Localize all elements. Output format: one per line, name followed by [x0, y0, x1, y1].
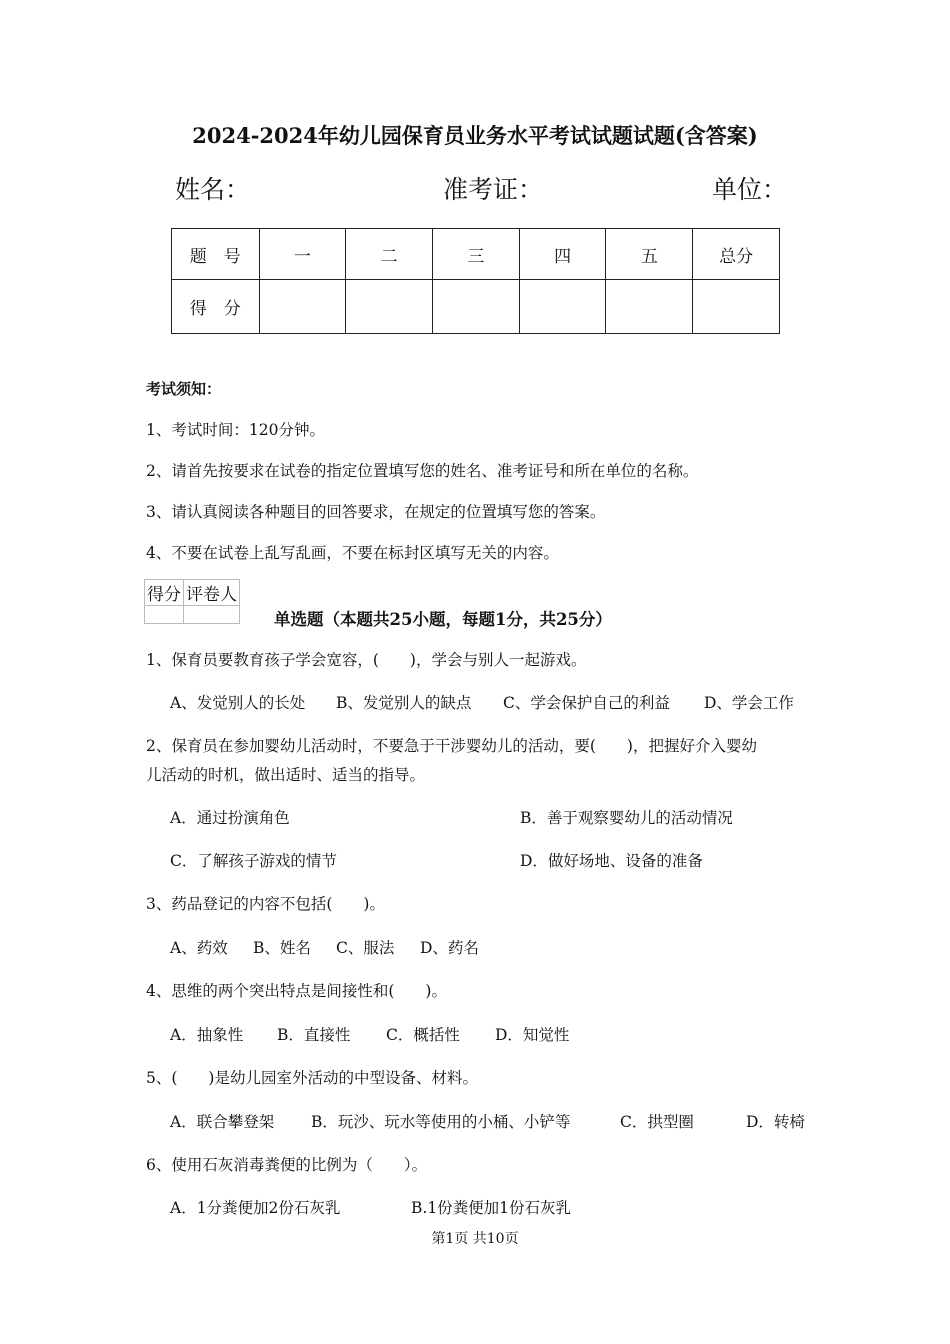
- answer-option[interactable]: C、服法: [336, 939, 395, 957]
- score-cell[interactable]: [693, 280, 780, 334]
- grader-reviewer-label: 评卷人: [184, 580, 240, 606]
- grader-score-label: 得分: [145, 580, 184, 606]
- page-footer: 第1页 共10页: [431, 1231, 519, 1247]
- answer-option[interactable]: A．联合攀登架: [170, 1113, 275, 1131]
- grader-table: [144, 579, 240, 624]
- score-table-header-cell: 二: [346, 229, 433, 280]
- score-table-header-row: [172, 229, 780, 280]
- notice-heading: 考试须知：: [146, 380, 222, 398]
- answer-option[interactable]: B.1份粪便加1份石灰乳: [411, 1199, 572, 1217]
- grader-reviewer-cell[interactable]: [184, 606, 240, 624]
- answer-option[interactable]: A．抽象性: [170, 1026, 244, 1044]
- grader-score-cell[interactable]: [145, 606, 184, 624]
- score-cell[interactable]: [259, 280, 346, 334]
- exam-id-field-label: 准考证：: [443, 175, 544, 204]
- question-stem: 6、使用石灰消毒粪便的比例为（ ）。: [146, 1156, 428, 1174]
- question-stem: 4、思维的两个突出特点是间接性和( )。: [146, 982, 447, 1000]
- question-stem: 2、保育员在参加婴幼儿活动时，不要急于干涉婴幼儿的活动，要( )，把握好介入婴幼: [146, 737, 757, 755]
- answer-option[interactable]: B、发觉别人的缺点: [336, 694, 472, 712]
- answer-option[interactable]: D、学会工作: [704, 694, 794, 712]
- question-stem: 1、保育员要教育孩子学会宽容，( )，学会与别人一起游戏。: [146, 651, 587, 669]
- question-stem-continued: 儿活动的时机，做出适时、适当的指导。: [146, 766, 426, 784]
- score-table-header-cell: 一: [259, 229, 346, 280]
- answer-option[interactable]: B．玩沙、玩水等使用的小桶、小铲等: [311, 1113, 571, 1131]
- question-stem: 5、( )是幼儿园室外活动的中型设备、材料。: [146, 1069, 478, 1087]
- score-table: [171, 228, 780, 334]
- score-cell[interactable]: [346, 280, 433, 334]
- score-table-header-cell: 题 号: [172, 229, 260, 280]
- score-cell[interactable]: [519, 280, 606, 334]
- notice-item: 2、请首先按要求在试卷的指定位置填写您的姓名、准考证号和所在单位的名称。: [146, 462, 699, 480]
- answer-option[interactable]: A．1分粪便加2份石灰乳: [170, 1199, 341, 1217]
- section-title: 单选题（本题共25小题，每题1分，共25分）: [274, 610, 612, 629]
- score-cell[interactable]: [606, 280, 693, 334]
- notice-item: 3、请认真阅读各种题目的回答要求，在规定的位置填写您的答案。: [146, 503, 606, 521]
- answer-option[interactable]: A、发觉别人的长处: [170, 694, 306, 712]
- score-table-row-label: 得 分: [172, 280, 260, 334]
- answer-option[interactable]: B．直接性: [277, 1026, 351, 1044]
- answer-option[interactable]: B、姓名: [253, 939, 311, 957]
- question-stem: 3、药品登记的内容不包括( )。: [146, 895, 385, 913]
- answer-option[interactable]: D．做好场地、设备的准备: [520, 852, 703, 870]
- score-table-header-cell: 三: [433, 229, 520, 280]
- answer-option[interactable]: B．善于观察婴幼儿的活动情况: [520, 809, 733, 827]
- answer-option[interactable]: C．了解孩子游戏的情节: [170, 852, 337, 870]
- answer-option[interactable]: C、学会保护自己的利益: [503, 694, 670, 712]
- score-cell[interactable]: [433, 280, 520, 334]
- notice-item: 4、不要在试卷上乱写乱画，不要在标封区填写无关的内容。: [146, 544, 559, 562]
- unit-field-label: 单位：: [712, 175, 788, 204]
- page-title: 2024-2024年幼儿园保育员业务水平考试试题试题(含答案): [192, 123, 758, 148]
- answer-option[interactable]: C．拱型圈: [620, 1113, 694, 1131]
- name-field-label: 姓名：: [175, 175, 251, 204]
- answer-option[interactable]: A、药效: [170, 939, 228, 957]
- answer-option[interactable]: D．转椅: [746, 1113, 805, 1131]
- score-table-header-cell: 总分: [693, 229, 780, 280]
- answer-option[interactable]: C．概括性: [386, 1026, 460, 1044]
- score-table-header-cell: 五: [606, 229, 693, 280]
- answer-option[interactable]: A．通过扮演角色: [170, 809, 290, 827]
- score-table-score-row: [172, 280, 780, 334]
- notice-item: 1、考试时间：120分钟。: [146, 421, 325, 439]
- answer-option[interactable]: D．知觉性: [495, 1026, 570, 1044]
- score-table-header-cell: 四: [519, 229, 606, 280]
- answer-option[interactable]: D、药名: [420, 939, 479, 957]
